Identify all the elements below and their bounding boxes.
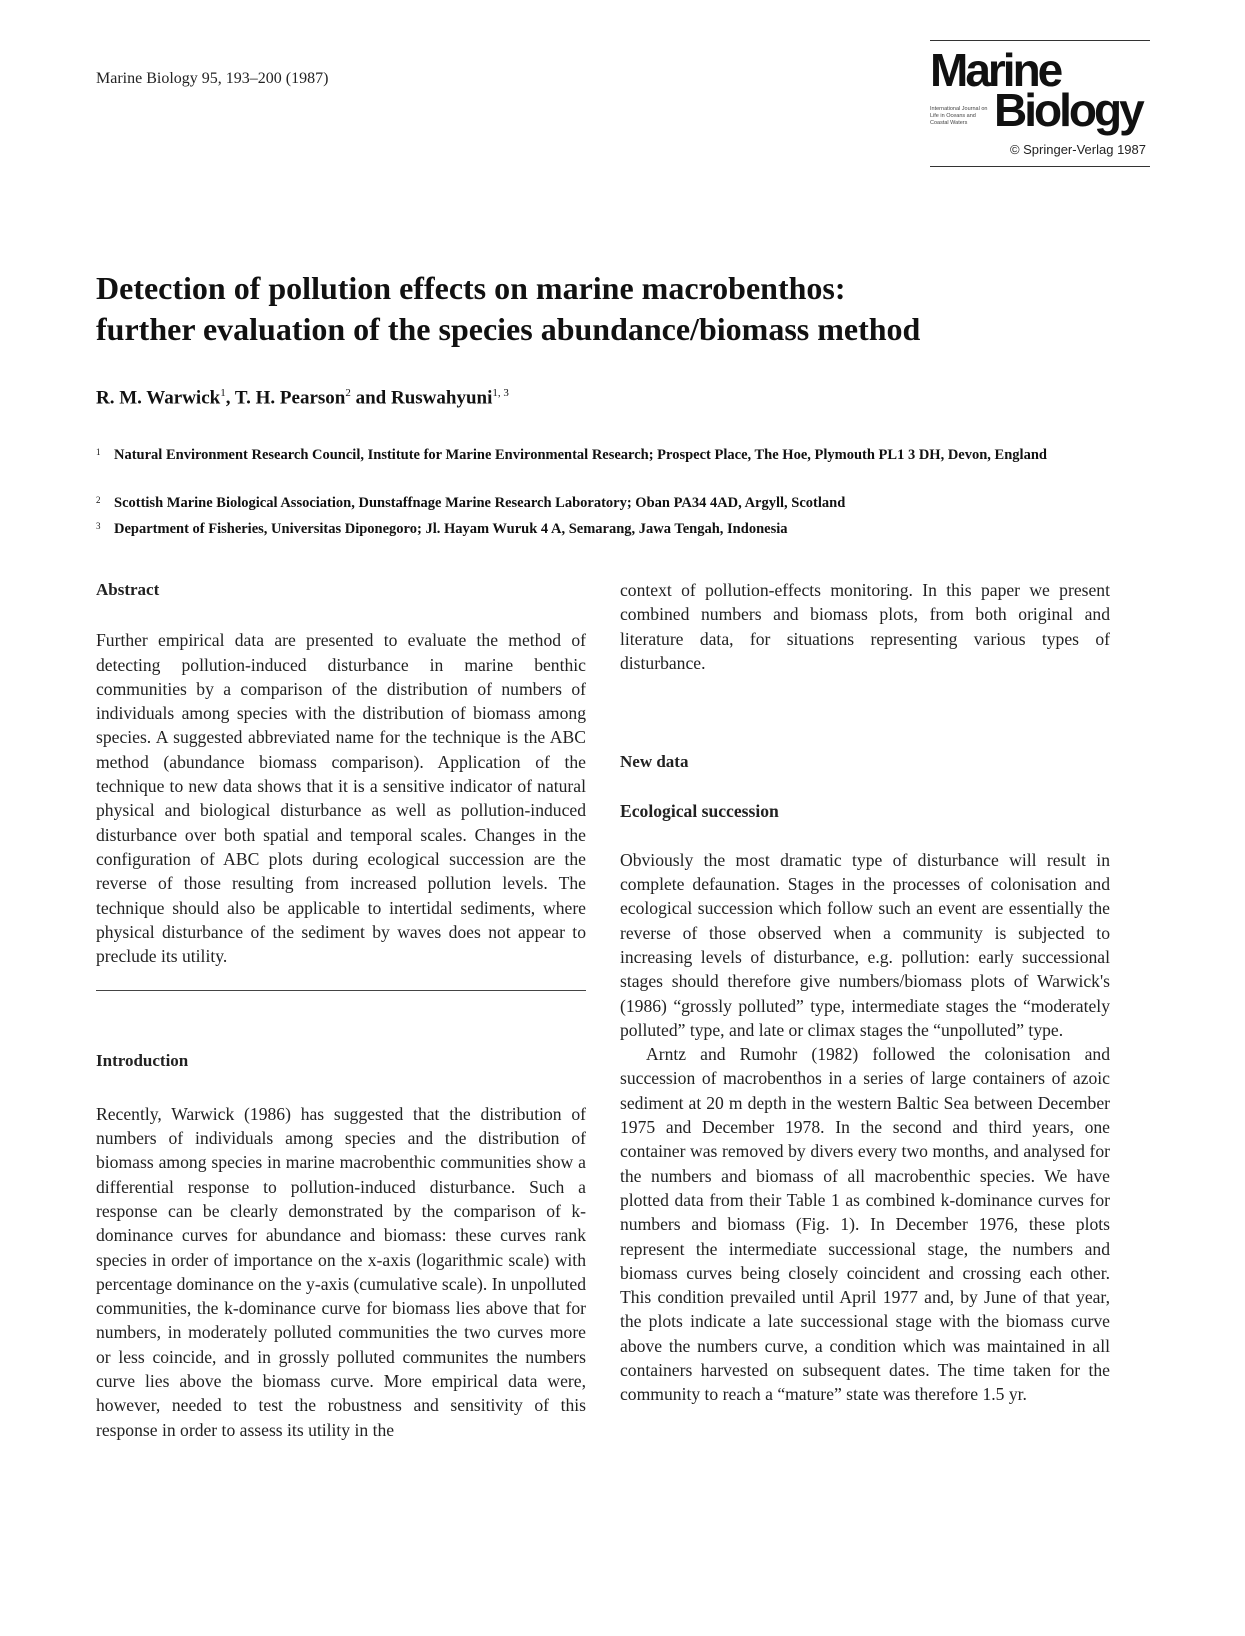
author-affiliation-mark: 1, 3	[492, 387, 509, 399]
author-name: Ruswahyuni	[391, 387, 493, 409]
author-name: T. H. Pearson	[234, 387, 346, 409]
journal-citation: Marine Biology 95, 193–200 (1987)	[96, 70, 329, 87]
affiliation-text: Natural Environment Research Council, Institute for Marine Environmental Research; Prospect Place, The Hoe, Plymouth PL1 3 DH, Devon, England	[114, 447, 1047, 463]
paragraph: Arntz and Rumohr (1982) followed the colonisation and succession of macrobenthos in a series of large containers of azoic sediment at 20 m depth in the western Baltic Sea between December 1975 and December 1978. In the second and third years, one container was removed by divers every two months, and analysed for the numbers and biomass of all macrobenthic species. We have plotted data from their Table 1 as combined k-dominance curves for numbers and biomass (Fig. 1). In December 1976, these plots represent the intermediate successional stage, the numbers and biomass curves being closely coincident and crossing each other. This condition prevailed until April 1977 and, by June of that year, the plots indicate a late successional stage with the biomass curve above the numbers curve, a condition which was maintained in all containers harvested on subsequent dates. The time taken for the community to reach a “mature” state was therefore 1.5 yr.	[620, 1044, 1110, 1405]
journal-logo	[930, 40, 1150, 170]
affiliation	[96, 446, 1156, 465]
logo-biology-text: Biology	[994, 84, 1142, 136]
article-title	[96, 268, 1156, 350]
introduction-text: Recently, Warwick (1986) has suggested that the distribution of numbers of individuals among species and the distribution of biomass among species in marine macrobenthic communities show a differential response to pollution-induced disturbance. Such a response can be clearly demonstrated by the comparison of k-dominance curves for abundance and biomass: these curves rank species in order of importance on the x-axis (logarithmic scale) with percentage dominance on the y-axis (cumulative scale). In unpolluted communities, the k-dominance curve for biomass lies above that for numbers, in moderately polluted communities the two curves more or less coincide, and in grossly polluted communites the numbers curve lies above the biomass curve. More empirical data were, however, needed to test the robustness and sensitivity of this response in order to assess its utility in the	[96, 1103, 586, 1440]
affiliation-number: 2	[96, 495, 101, 505]
left-column	[96, 578, 586, 1442]
paragraph: Obviously the most dramatic type of disturbance will result in complete defaunation. Stages in the processes of colonisation and ecological succession which follow such an event are essentially the reverse of those observed when a community is subjected to increasing levels of disturbance, e.g. pollution: early successional stages should therefore give numbers/biomass plots of Warwick's (1986) “grossly polluted” type, intermediate stages the “moderately polluted” type, and late or climax stages the “unpolluted” type.	[620, 849, 1110, 1040]
introduction-heading: Introduction	[96, 1051, 189, 1071]
publisher-copyright: © Springer-Verlag 1987	[1009, 142, 1146, 157]
author-list	[96, 387, 509, 409]
new-data-heading: New data	[620, 752, 689, 772]
affiliation-number: 3	[96, 521, 101, 531]
right-column	[620, 578, 1110, 1407]
author-affiliation-mark: 1	[220, 387, 226, 399]
affiliation	[96, 494, 1156, 513]
title-line-2: further evaluation of the species abundance/biomass method	[96, 311, 921, 347]
author-separator: and	[350, 387, 391, 409]
introduction-continuation: context of pollution-effects monitoring. In this paper we present combined numbers and biomass plots, from both original and literature data, for situations representing various types of disturbance.	[620, 580, 1110, 673]
author-affiliation-mark: 2	[345, 387, 351, 399]
author-separator: ,	[225, 387, 235, 409]
abstract-text: Further empirical data are presented to evaluate the method of detecting pollution-induced disturbance in marine benthic communities by a comparison of the distribution of numbers of individuals among species with the distribution of biomass among species. A suggested abbreviated name for the technique is the ABC method (abundance biomass comparison). Application of the technique to new data shows that it is a sensitive indicator of natural physical and biological disturbance as well as pollution-induced disturbance over both spatial and temporal scales. Changes in the configuration of ABC plots during ecological succession are the reverse of those resulting from increased pollution levels. The technique should also be applicable to intertidal sediments, where physical disturbance of the sediment by waves does not appear to preclude its utility.	[96, 630, 586, 967]
logo-tagline: International Journal on Life in Oceans and Coastal Waters	[930, 106, 988, 126]
logo-rule-top	[930, 40, 1150, 41]
logo-marine-text: Marine	[930, 44, 1061, 96]
ecological-succession-subheading: Ecological succession	[620, 801, 779, 822]
affiliation-text: Scottish Marine Biological Association, Dunstaffnage Marine Research Laboratory; Oban PA34 4AD, Argyll, Scotland	[114, 495, 846, 511]
logo-rule-bottom	[930, 166, 1150, 167]
affiliation	[96, 520, 1156, 539]
affiliation-text: Department of Fisheries, Universitas Diponegoro; Jl. Hayam Wuruk 4 A, Semarang, Jawa Tengah, Indonesia	[114, 521, 788, 537]
author-name: R. M. Warwick	[96, 387, 221, 409]
title-line-1: Detection of pollution effects on marine macrobenthos:	[96, 270, 846, 306]
abstract-heading: Abstract	[96, 580, 160, 599]
affiliation-number: 1	[96, 447, 101, 457]
abstract-divider	[96, 990, 586, 991]
